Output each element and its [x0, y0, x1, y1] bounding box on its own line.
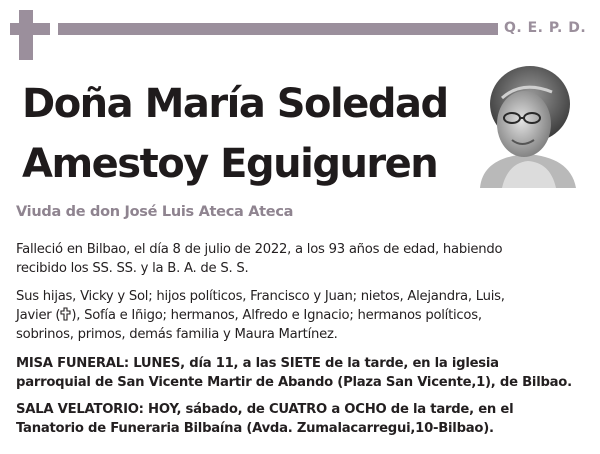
family-line2-start: Javier ( — [16, 308, 61, 323]
funeral-mass-paragraph — [16, 354, 586, 392]
header-divider-bar — [58, 23, 498, 35]
funeral-mass-line2: parroquial de San Vicente Martir de Abando (Plaza San Vicente,1), de Bilbao. — [16, 375, 572, 390]
family-line3: sobrinos, primos, demás familia y Maura Martínez. — [16, 327, 338, 342]
outlined-cross-icon — [60, 307, 71, 321]
wake-room-paragraph — [16, 400, 586, 438]
widow-of-line: Viuda de don José Luis Ateca Ateca — [16, 204, 294, 220]
qepd-label: Q. E. P. D. — [504, 20, 587, 36]
wake-room-line1: SALA VELATORIO: HOY, sábado, de CUATRO a OCHO de la tarde, en el — [16, 402, 514, 417]
family-line2 — [16, 306, 586, 325]
death-notice-line2: recibido los SS. SS. y la B. A. de S. S. — [16, 261, 249, 276]
family-line1: Sus hijas, Vicky y Sol; hijos políticos, Francisco y Juan; nietos, Alejandra, Luis, — [16, 289, 505, 304]
death-notice-line1: Falleció en Bilbao, el día 8 de julio de 2022, a los 93 años de edad, habiendo — [16, 242, 503, 257]
family-line2-end: ), Sofía e Iñigo; hermanos, Alfredo e Ignacio; hermanos políticos, — [71, 308, 482, 323]
funeral-mass-line1: MISA FUNERAL: LUNES, día 11, a las SIETE de la tarde, en la iglesia — [16, 356, 499, 371]
wake-room-line2: Tanatorio de Funeraria Bilbaína (Avda. Zumalacarregui,10-Bilbao). — [16, 421, 494, 436]
death-notice-paragraph — [16, 240, 586, 278]
deceased-name-line2: Amestoy Eguiguren — [22, 141, 438, 187]
portrait-photo — [472, 58, 582, 188]
deceased-name-line1: Doña María Soledad — [22, 81, 448, 127]
family-paragraph — [16, 287, 586, 344]
